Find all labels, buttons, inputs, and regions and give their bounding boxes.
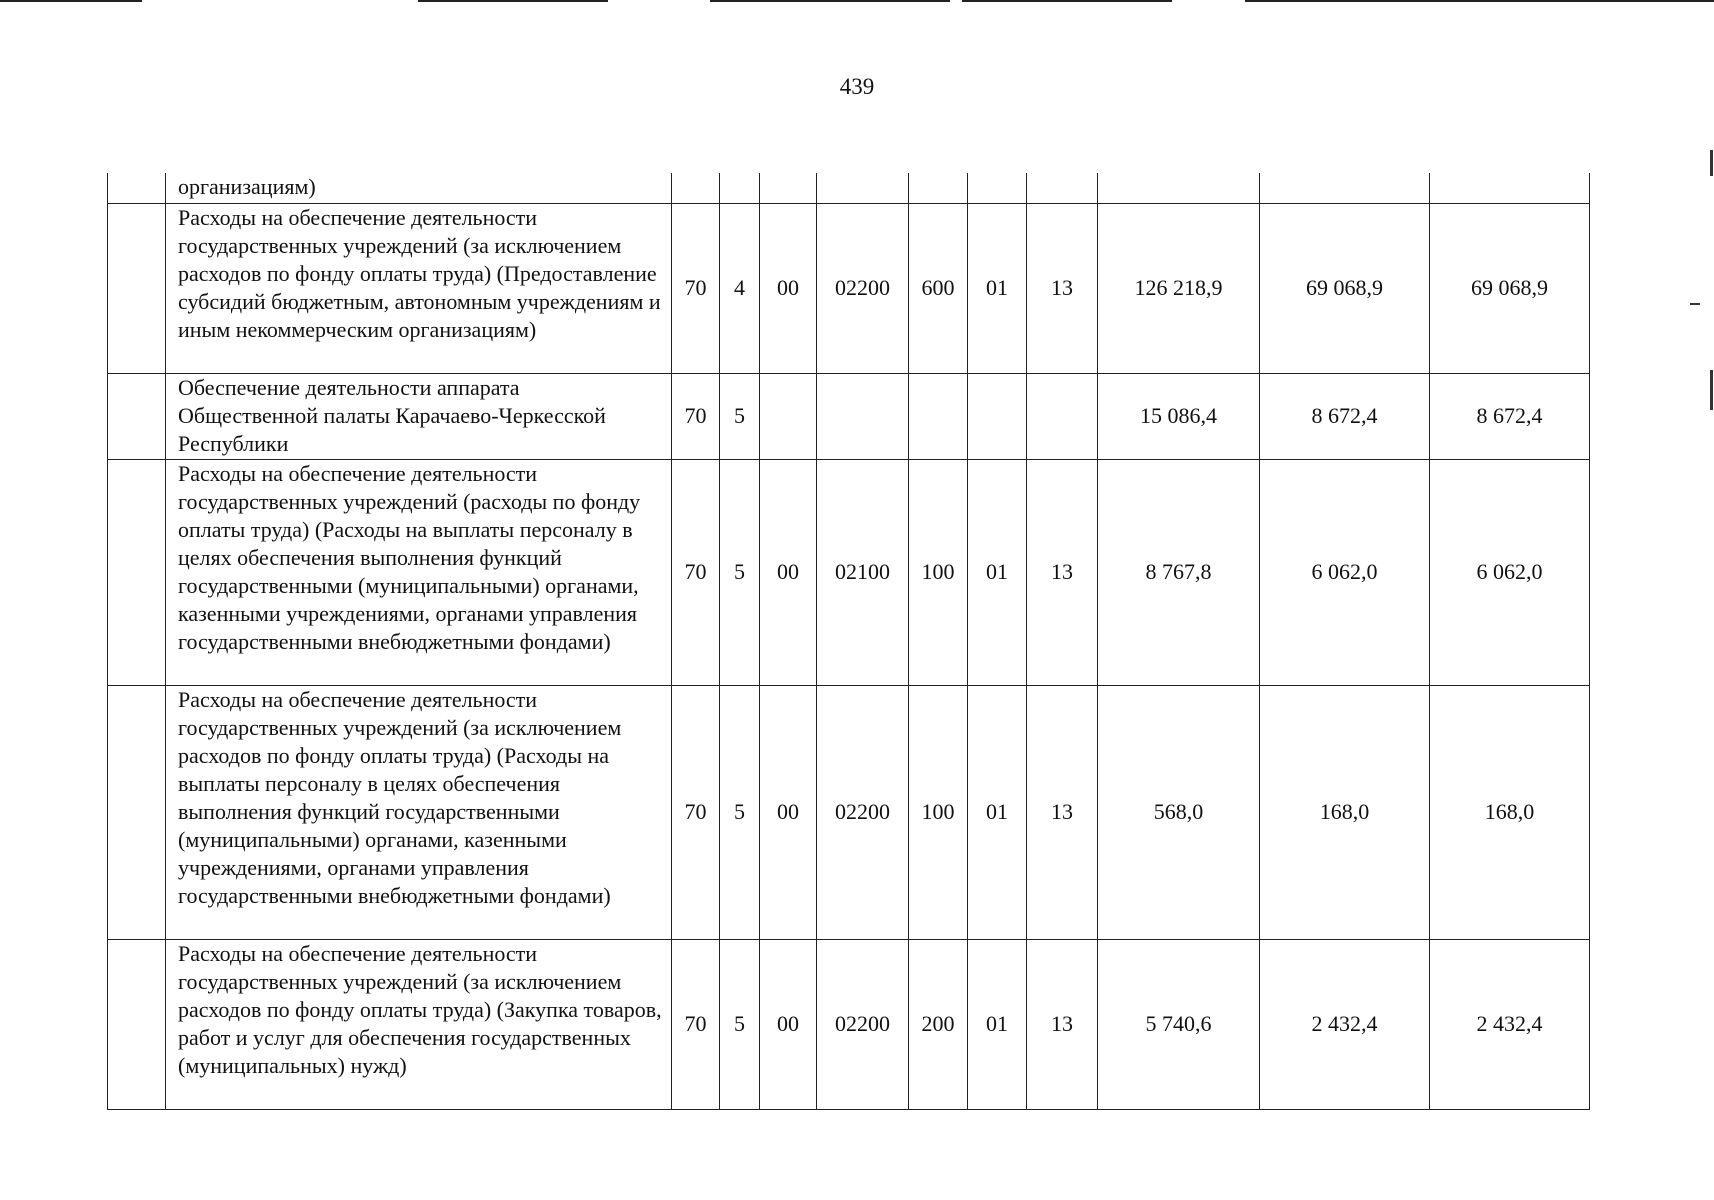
row-index-cell: [108, 203, 166, 373]
cell-c6: 01: [968, 685, 1027, 939]
cell-c6: 01: [968, 203, 1027, 373]
table-row: [108, 173, 1590, 203]
cell-value-3: 8 672,4: [1430, 373, 1590, 459]
cell-value-3: 168,0: [1430, 685, 1590, 939]
cell-c5: 100: [909, 459, 968, 685]
cell-c2: [720, 173, 760, 203]
cell-c7: 13: [1027, 685, 1098, 939]
cell-value-2: 69 068,9: [1260, 203, 1430, 373]
cell-c2: 5: [720, 459, 760, 685]
row-index-cell: [108, 685, 166, 939]
cell-c3: 00: [760, 459, 817, 685]
cell-c2: 5: [720, 373, 760, 459]
cell-value-2: [1260, 173, 1430, 203]
row-description: Расходы на обеспечение деятельности государственных учреждений (за исключением расходов по фонду оплаты труда) (Расходы на выплаты персоналу в целях обеспечения выполнения функций государственными (муниципальными) органами, казенными учреждениями, органами управления государственными внебюджетными фондами): [166, 685, 672, 939]
cell-c7: [1027, 173, 1098, 203]
row-index-cell: [108, 373, 166, 459]
cell-value-3: [1430, 173, 1590, 203]
row-index-cell: [108, 939, 166, 1109]
scan-top-line: [710, 0, 950, 2]
cell-value-1: 126 218,9: [1098, 203, 1260, 373]
cell-c1: [672, 173, 720, 203]
cell-value-3: 69 068,9: [1430, 203, 1590, 373]
cell-c6: 01: [968, 939, 1027, 1109]
cell-c1: 70: [672, 459, 720, 685]
cell-c7: 13: [1027, 203, 1098, 373]
cell-c3: 00: [760, 203, 817, 373]
cell-c5: [909, 373, 968, 459]
cell-c6: 01: [968, 459, 1027, 685]
table-row: [108, 939, 1590, 1109]
page-number: 439: [839, 74, 875, 99]
row-description: Расходы на обеспечение деятельности государственных учреждений (расходы по фонду оплаты труда) (Расходы на выплаты персоналу в целях обеспечения выполнения функций государственными (муниципальными) органами, казенными учреждениями, органами управления государственными внебюджетными фондами): [166, 459, 672, 685]
cell-c1: 70: [672, 939, 720, 1109]
cell-c5: 100: [909, 685, 968, 939]
scan-top-line: [418, 0, 608, 2]
row-index-cell: [108, 173, 166, 203]
row-description: Расходы на обеспечение деятельности государственных учреждений (за исключением расходов по фонду оплаты труда) (Предоставление субсидий бюджетным, автономным учреждениям и иным некоммерческим организациям): [166, 203, 672, 373]
row-description: Расходы на обеспечение деятельности государственных учреждений (за исключением расходов по фонду оплаты труда) (Закупка товаров, работ и услуг для обеспечения государственных (муниципальных) нужд): [166, 939, 672, 1109]
scan-top-line: [1245, 0, 1714, 2]
cell-value-2: 8 672,4: [1260, 373, 1430, 459]
budget-table: [107, 173, 1590, 1110]
cell-c3: 00: [760, 939, 817, 1109]
cell-c7: 13: [1027, 939, 1098, 1109]
table-row: [108, 373, 1590, 459]
cell-c4: 02200: [817, 203, 909, 373]
cell-value-2: 2 432,4: [1260, 939, 1430, 1109]
table-row: [108, 203, 1590, 373]
cell-value-1: [1098, 173, 1260, 203]
cell-c4: [817, 173, 909, 203]
cell-c5: 600: [909, 203, 968, 373]
cell-value-2: 168,0: [1260, 685, 1430, 939]
cell-c3: [760, 173, 817, 203]
table-row: [108, 685, 1590, 939]
cell-c7: [1027, 373, 1098, 459]
cell-c3: [760, 373, 817, 459]
row-description: Обеспечение деятельности аппарата Общественной палаты Карачаево-Черкесской Республики: [166, 373, 672, 459]
cell-c3: 00: [760, 685, 817, 939]
cell-value-2: 6 062,0: [1260, 459, 1430, 685]
cell-value-1: 5 740,6: [1098, 939, 1260, 1109]
cell-value-1: 568,0: [1098, 685, 1260, 939]
cell-c2: 4: [720, 203, 760, 373]
cell-c1: 70: [672, 373, 720, 459]
cell-c4: [817, 373, 909, 459]
cell-c1: 70: [672, 203, 720, 373]
cell-c2: 5: [720, 685, 760, 939]
table-row: [108, 459, 1590, 685]
scan-top-line: [962, 0, 1172, 2]
cell-c4: 02200: [817, 685, 909, 939]
cell-c6: [968, 173, 1027, 203]
scan-edge-mark: [1710, 150, 1713, 176]
cell-c1: 70: [672, 685, 720, 939]
cell-c4: 02100: [817, 459, 909, 685]
row-index-cell: [108, 459, 166, 685]
cell-c7: 13: [1027, 459, 1098, 685]
cell-value-1: 8 767,8: [1098, 459, 1260, 685]
cell-c2: 5: [720, 939, 760, 1109]
cell-c5: 200: [909, 939, 968, 1109]
row-description: организациям): [166, 173, 672, 203]
cell-c6: [968, 373, 1027, 459]
cell-value-1: 15 086,4: [1098, 373, 1260, 459]
cell-value-3: 2 432,4: [1430, 939, 1590, 1109]
scan-top-line: [0, 0, 142, 2]
cell-c4: 02200: [817, 939, 909, 1109]
scan-edge-mark: [1690, 303, 1700, 305]
scan-edge-mark: [1710, 370, 1713, 410]
cell-c5: [909, 173, 968, 203]
cell-value-3: 6 062,0: [1430, 459, 1590, 685]
